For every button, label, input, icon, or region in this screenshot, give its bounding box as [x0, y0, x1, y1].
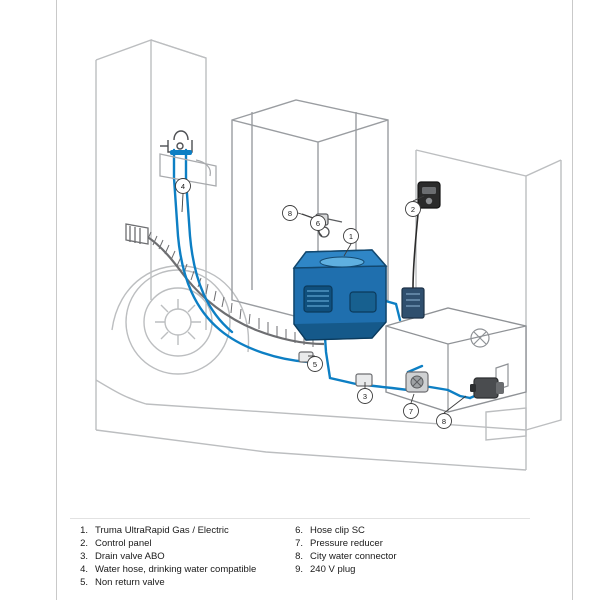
diagram-svg — [56, 0, 573, 516]
callout-3-label: 3 — [362, 392, 368, 401]
legend-item — [285, 524, 515, 537]
faucet-body — [170, 150, 192, 155]
callout-8-upper-label: 8 — [287, 209, 293, 218]
legend-item — [285, 550, 515, 563]
callout-2-label: 2 — [410, 205, 416, 214]
legend-label: Water hose, drinking water compatible — [95, 564, 257, 575]
legend-label: Truma UltraRapid Gas / Electric — [95, 525, 229, 536]
faucet — [160, 131, 192, 152]
legend-label: 240 V plug — [310, 564, 356, 575]
legend-item — [285, 537, 515, 550]
callout-5 — [308, 357, 323, 372]
callout-5-label: 5 — [312, 360, 318, 369]
legend-number: 8. — [295, 551, 303, 562]
callout-2 — [406, 202, 421, 217]
callout-8-lower-label: 8 — [441, 417, 447, 426]
legend-number: 5. — [80, 577, 88, 588]
legend-label: Non return valve — [95, 577, 165, 588]
legend-label: Hose clip SC — [310, 525, 365, 536]
legend — [70, 524, 530, 596]
legend-item — [70, 524, 285, 537]
legend-label: Pressure reducer — [310, 538, 383, 549]
legend-item — [70, 550, 285, 563]
legend-column-left — [70, 524, 285, 596]
drain-valve — [356, 374, 372, 386]
legend-number: 7. — [295, 538, 303, 549]
callout-1 — [344, 229, 359, 244]
callout-6 — [311, 216, 326, 231]
legend-number: 3. — [80, 551, 88, 562]
callout-4-label: 4 — [180, 182, 186, 191]
legend-label: Control panel — [95, 538, 152, 549]
legend-number: 6. — [295, 525, 303, 536]
heater-unit — [294, 250, 386, 340]
legend-item — [70, 537, 285, 550]
callout-3 — [358, 389, 373, 404]
power-unit — [402, 288, 424, 318]
control-panel — [418, 182, 440, 208]
legend-divider — [70, 518, 530, 519]
legend-column-right — [285, 524, 515, 596]
legend-item — [285, 563, 515, 576]
callout-7-label: 7 — [408, 407, 414, 416]
legend-item — [70, 576, 285, 589]
pressure-reducer — [406, 372, 428, 392]
installation-diagram — [56, 0, 573, 516]
legend-label: Drain valve ABO — [95, 551, 165, 562]
flue-terminal — [126, 224, 148, 244]
callout-8-lower — [437, 414, 452, 429]
water-tank — [386, 308, 526, 412]
legend-item — [70, 563, 285, 576]
wheel-assembly — [112, 266, 249, 374]
callout-6-label: 6 — [315, 219, 321, 228]
callout-7 — [404, 404, 419, 419]
legend-number: 1. — [80, 525, 88, 536]
legend-number: 2. — [80, 538, 88, 549]
callout-1-label: 1 — [348, 232, 354, 241]
legend-number: 9. — [295, 564, 303, 575]
callout-4 — [176, 179, 191, 194]
callout-8-upper — [283, 206, 298, 221]
legend-label: City water connector — [310, 551, 397, 562]
legend-number: 4. — [80, 564, 88, 575]
